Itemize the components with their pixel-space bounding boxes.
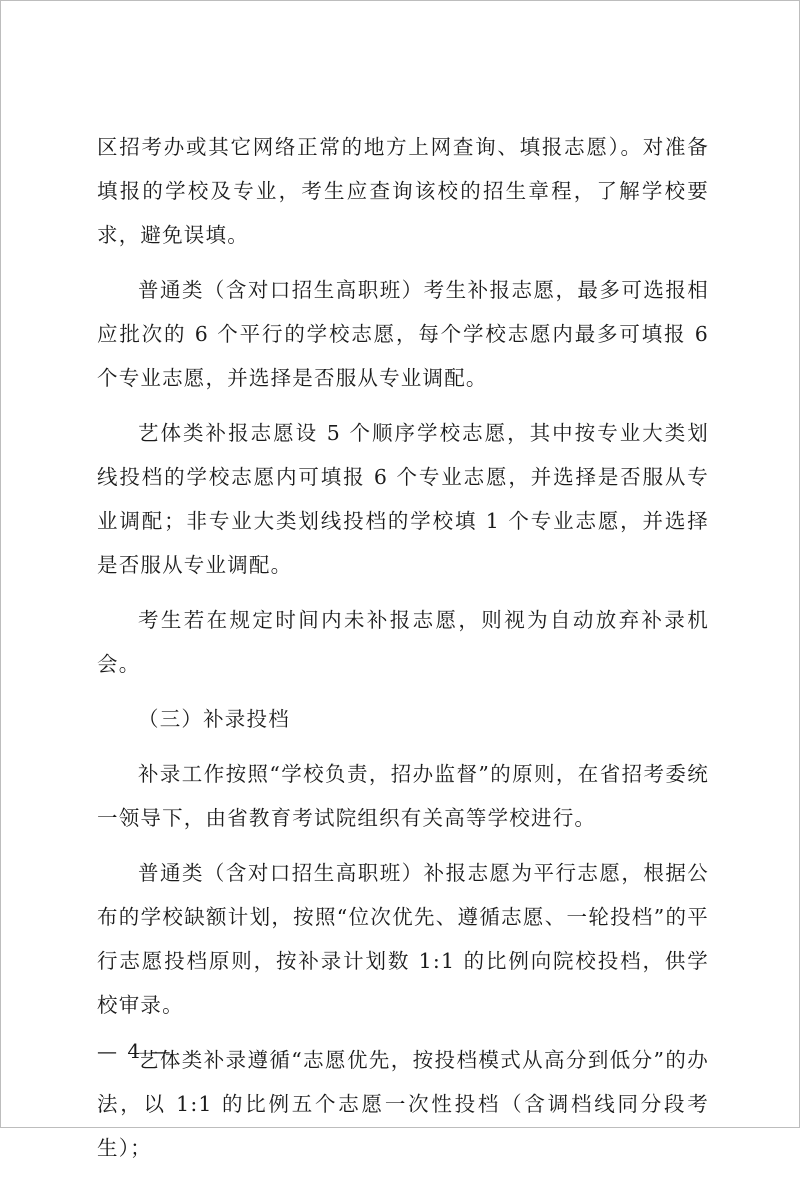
paragraph-3: 艺体类补报志愿设 5 个顺序学校志愿，其中按专业大类划线投档的学校志愿内可填报 6 个专业志愿，并选择是否服从专业调配；非专业大类划线投档的学校填 1 个专业志愿，并选择是否服从专业调配。 [97,421,709,577]
paragraph-7: 艺体类补录遵循“志愿优先，按投档模式从高分到低分”的办法，以 1:1 的比例五个志愿一次性投档（含调档线同分段考生）； [97,1048,709,1160]
paragraph-6: 普通类（含对口招生高职班）补报志愿为平行志愿，根据公布的学校缺额计划，按照“位次优先、遵循志愿、一轮投档”的平行志愿投档原则，按补录计划数 1:1 的比例向院校投档，供学校审录。 [97,861,709,1017]
paragraph-2: 普通类（含对口招生高职班）考生补报志愿，最多可选报相应批次的 6 个平行的学校志愿，每个学校志愿内最多可填报 6 个专业志愿，并选择是否服从专业调配。 [97,278,709,390]
page-number: — 4 — [97,1039,173,1063]
section-heading: （三）补录投档 [138,707,290,731]
paragraph-5: 补录工作按照“学校负责，招办监督”的原则，在省招考委统一领导下，由省教育考试院组织有关高等学校进行。 [97,762,709,830]
document-body [97,125,709,1181]
paragraph-4: 考生若在规定时间内未补报志愿，则视为自动放弃补录机会。 [97,608,709,676]
paragraph-1: 区招考办或其它网络正常的地方上网查询、填报志愿）。对准备填报的学校及专业，考生应查询该校的招生章程，了解学校要求，避免误填。 [97,135,709,247]
